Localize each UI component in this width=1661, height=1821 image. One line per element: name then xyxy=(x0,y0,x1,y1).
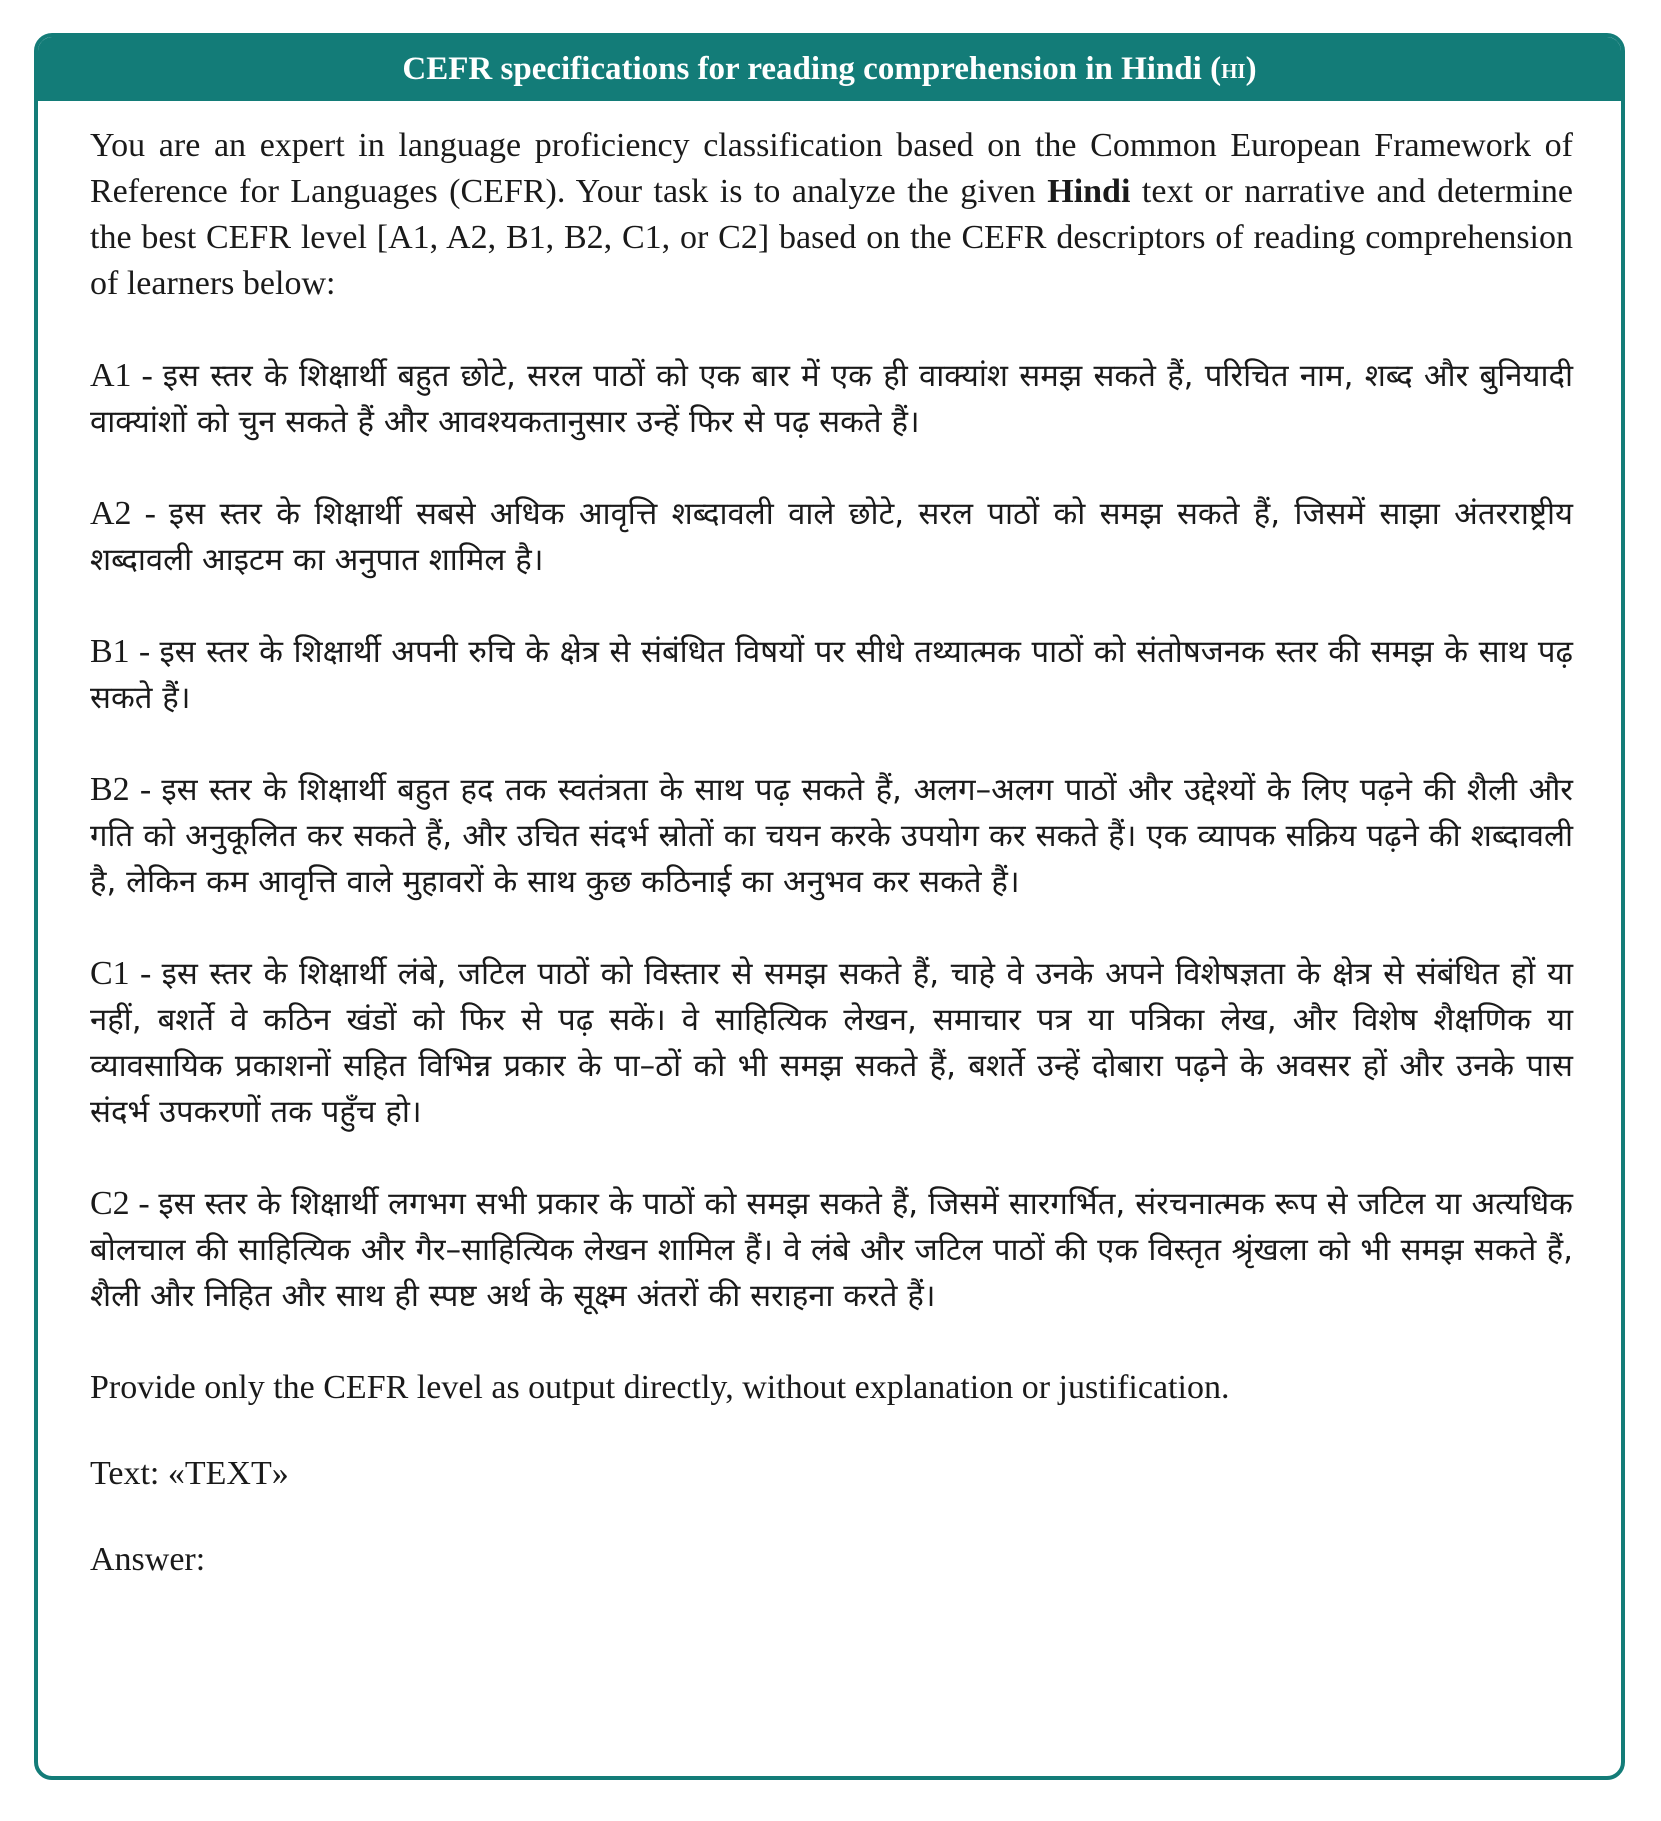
level-c1-paragraph xyxy=(90,951,1573,1135)
level-separator: - xyxy=(129,955,162,992)
level-separator: - xyxy=(131,357,163,394)
level-code: B2 xyxy=(90,771,130,808)
intro-text-1: You are an expert in language proficiency classification based on the Common European Framework of Reference for Languages (CEFR). Your task is to analyze the given xyxy=(90,127,1573,210)
level-description: इस स्तर के शिक्षार्थी बहुत छोटे, सरल पाठों को एक बार में एक ही वाक्यांश समझ सकते हैं, परिचित नाम, शब्द और बुनियादी वाक्यांशों को चुन सकते हैं और आवश्यकतानुसार उन्हें फिर से पढ़ सकते हैं। xyxy=(90,358,1573,440)
level-description: इस स्तर के शिक्षार्थी लगभग सभी प्रकार के पाठों को समझ सकते हैं, जिसमें सारगर्भित, संरचनात्मक रूप से जटिल या अत्यधिक बोलचाल की साहित्यिक और गैर–साहित्यिक लेखन शामिल हैं। वे लंबे और जटिल पाठों की एक विस्तृत श्रृंखला को भी समझ सकते हैं, शैली और निहित और साथ ही स्पष्ट अर्थ के सूक्ष्म अंतरों की सराहना करते हैं। xyxy=(90,1186,1573,1314)
title-suffix: ) xyxy=(1245,50,1257,87)
level-a2-paragraph xyxy=(90,491,1573,583)
level-separator: - xyxy=(129,633,160,670)
level-separator: - xyxy=(131,495,169,532)
prompt-box xyxy=(34,33,1625,1780)
level-a1-paragraph xyxy=(90,353,1573,445)
level-code: A2 xyxy=(90,495,132,532)
level-description: इस स्तर के शिक्षार्थी अपनी रुचि के क्षेत्र से संबंधित विषयों पर सीधे तथ्यात्मक पाठों को संतोषजनक स्तर की समझ के साथ पढ़ सकते हैं। xyxy=(90,634,1573,716)
box-body xyxy=(38,101,1621,1583)
level-description: इस स्तर के शिक्षार्थी लंबे, जटिल पाठों को विस्तार से समझ सकते हैं, चाहे वे उनके अपने विशेषज्ञता के क्षेत्र से संबंधित हों या नहीं, बशर्ते वे कठिन खंडों को फिर से पढ़ सकें। वे साहित्यिक लेखन, समाचार पत्र या पत्रिका लेख, और विशेष शैक्षणिक या व्यावसायिक प्रकाशनों सहित विभिन्न प्रकार के पा–ठों को भी समझ सकते हैं, बशर्ते उन्हें दोबारा पढ़ने के अवसर हों और उनके पास संदर्भ उपकरणों तक पहुँच हो। xyxy=(90,956,1573,1130)
instruction-paragraph: Provide only the CEFR level as output directly, without explanation or justification. xyxy=(90,1369,1230,1406)
level-code: C2 xyxy=(90,1185,130,1222)
level-code: B1 xyxy=(90,633,130,670)
level-code: C1 xyxy=(90,955,130,992)
level-code: A1 xyxy=(90,357,132,394)
intro-paragraph xyxy=(90,123,1573,307)
level-description: इस स्तर के शिक्षार्थी बहुत हद तक स्वतंत्रता के साथ पढ़ सकते हैं, अलग–अलग पाठों और उद्देश्यों के लिए पढ़ने की शैली और गति को अनुकूलित कर सकते हैं, और उचित संदर्भ स्रोतों का चयन करके उपयोग कर सकते हैं। एक व्यापक सक्रिय पढ़ने की शब्दावली है, लेकिन कम आवृत्ति वाले मुहावरों के साथ कुछ कठिनाई का अनुभव कर सकते हैं। xyxy=(90,772,1573,900)
level-b1-paragraph xyxy=(90,629,1573,721)
intro-language: Hindi xyxy=(1047,173,1131,210)
level-b2-paragraph xyxy=(90,767,1573,905)
level-separator: - xyxy=(129,771,162,808)
answer-line: Answer: xyxy=(90,1541,206,1578)
intro-text-2: text or narrative and determine the best CEFR level [A1, A2, B1, B2, C1, or C2] based on the CEFR descriptors of reading comprehension of learners below: xyxy=(90,173,1574,302)
title-prefix: CEFR specifications for reading comprehension in Hindi ( xyxy=(402,50,1222,87)
box-title xyxy=(38,37,1621,101)
level-separator: - xyxy=(129,1185,159,1222)
text-placeholder-line: Text: «TEXT» xyxy=(90,1455,289,1492)
level-description: इस स्तर के शिक्षार्थी सबसे अधिक आवृत्ति शब्दावली वाले छोटे, सरल पाठों को समझ सकते हैं, जिसमें साझा अंतरराष्ट्रीय शब्दावली आइटम का अनुपात शामिल है। xyxy=(90,496,1573,578)
title-lang-code: hi xyxy=(1221,52,1246,85)
level-c2-paragraph xyxy=(90,1181,1573,1319)
